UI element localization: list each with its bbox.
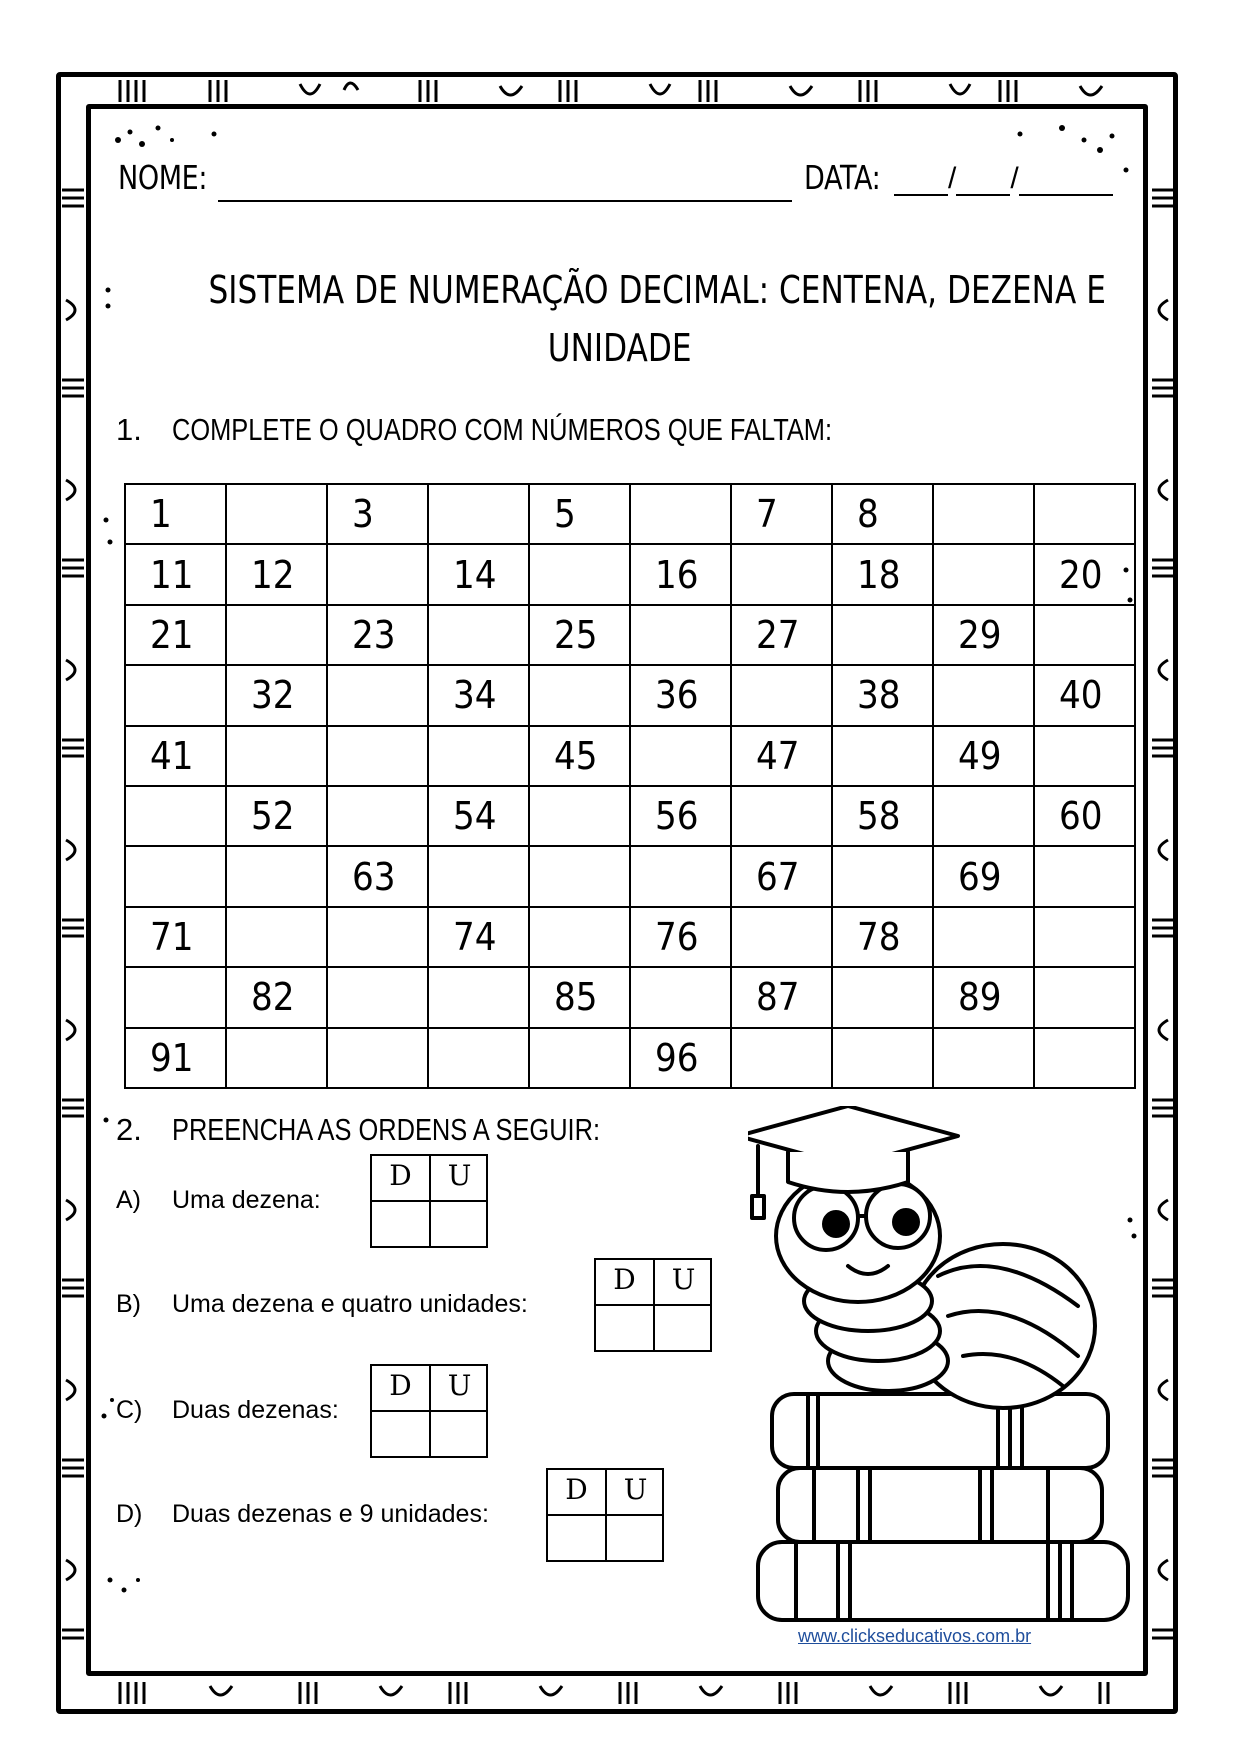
grid-cell: 25	[529, 605, 630, 665]
grid-cell: 23	[327, 605, 428, 665]
grid-cell-blank[interactable]	[226, 605, 327, 665]
grid-cell: 76	[630, 907, 731, 967]
graduation-worm-on-books-icon	[748, 1106, 1143, 1626]
date-separator: /	[948, 162, 957, 195]
grid-cell-blank[interactable]	[731, 665, 832, 725]
grid-cell: 18	[832, 544, 933, 604]
grid-cell: 47	[731, 726, 832, 786]
grid-cell-blank[interactable]	[630, 967, 731, 1027]
grid-cell-blank[interactable]	[327, 907, 428, 967]
grid-cell-blank[interactable]	[1034, 484, 1135, 544]
grid-cell: 85	[529, 967, 630, 1027]
grid-cell-blank[interactable]	[832, 726, 933, 786]
grid-cell-blank[interactable]	[1034, 846, 1135, 906]
grid-cell: 41	[125, 726, 226, 786]
grid-cell-blank[interactable]	[933, 786, 1034, 846]
grid-cell-blank[interactable]	[832, 846, 933, 906]
grid-cell-blank[interactable]	[731, 786, 832, 846]
grid-cell: 1	[125, 484, 226, 544]
grid-cell: 58	[832, 786, 933, 846]
page-title-line-1: SISTEMA DE NUMERAÇÃO DECIMAL: CENTENA, DEZENA E	[208, 268, 1106, 312]
date-field[interactable]	[894, 160, 1113, 196]
grid-cell-blank[interactable]	[125, 786, 226, 846]
u-label: U	[623, 1473, 648, 1506]
grid-cell-blank[interactable]	[428, 605, 529, 665]
du-box-b[interactable]	[594, 1258, 712, 1352]
grid-cell-blank[interactable]	[226, 484, 327, 544]
grid-cell: 74	[428, 907, 529, 967]
du-box-a[interactable]	[370, 1154, 488, 1248]
u-label: U	[671, 1263, 696, 1296]
grid-cell: 96	[630, 1028, 731, 1088]
item-c: C) Duas dezenas:	[116, 1396, 339, 1424]
grid-cell-blank[interactable]	[832, 1028, 933, 1088]
u-label: U	[447, 1369, 472, 1402]
grid-row	[125, 665, 1135, 725]
grid-cell: 8	[832, 484, 933, 544]
grid-cell-blank[interactable]	[428, 846, 529, 906]
grid-cell-blank[interactable]	[125, 665, 226, 725]
grid-cell: 60	[1034, 786, 1135, 846]
grid-cell-blank[interactable]	[327, 665, 428, 725]
number-grid	[124, 483, 1136, 1089]
grid-cell-blank[interactable]	[327, 786, 428, 846]
u-label: U	[447, 1159, 472, 1192]
du-box-c[interactable]	[370, 1364, 488, 1458]
grid-row	[125, 605, 1135, 665]
grid-cell: 14	[428, 544, 529, 604]
grid-cell-blank[interactable]	[428, 1028, 529, 1088]
grid-cell-blank[interactable]	[226, 907, 327, 967]
name-label: NOME:	[118, 158, 208, 197]
website-link[interactable]: www.clickseducativos.com.br	[798, 1626, 1032, 1646]
grid-cell: 36	[630, 665, 731, 725]
grid-cell-blank[interactable]	[1034, 605, 1135, 665]
d-label: D	[389, 1159, 412, 1192]
grid-cell: 67	[731, 846, 832, 906]
grid-cell-blank[interactable]	[327, 1028, 428, 1088]
d-label: D	[389, 1369, 412, 1402]
question-1-label: 1. COMPLETE O QUADRO COM NÚMEROS QUE FALTAM:	[116, 412, 833, 447]
grid-cell: 89	[933, 967, 1034, 1027]
grid-cell-blank[interactable]	[1034, 967, 1135, 1027]
grid-cell-blank[interactable]	[933, 544, 1034, 604]
date-label: DATA:	[804, 158, 881, 197]
item-d: D) Duas dezenas e 9 unidades:	[116, 1500, 489, 1528]
grid-cell: 63	[327, 846, 428, 906]
grid-row	[125, 907, 1135, 967]
grid-cell-blank[interactable]	[428, 484, 529, 544]
grid-cell-blank[interactable]	[327, 726, 428, 786]
item-a: A) Uma dezena:	[116, 1186, 321, 1214]
grid-cell: 49	[933, 726, 1034, 786]
grid-cell-blank[interactable]	[428, 726, 529, 786]
grid-cell-blank[interactable]	[832, 605, 933, 665]
grid-cell: 56	[630, 786, 731, 846]
grid-row	[125, 1028, 1135, 1088]
grid-cell-blank[interactable]	[327, 544, 428, 604]
du-box-d[interactable]	[546, 1468, 664, 1562]
grid-cell-blank[interactable]	[529, 846, 630, 906]
d-label: D	[613, 1263, 636, 1296]
grid-cell-blank[interactable]	[731, 544, 832, 604]
name-field[interactable]	[218, 200, 792, 202]
grid-cell-blank[interactable]	[1034, 1028, 1135, 1088]
grid-cell: 12	[226, 544, 327, 604]
grid-cell-blank[interactable]	[327, 967, 428, 1027]
grid-cell: 11	[125, 544, 226, 604]
grid-cell-blank[interactable]	[630, 484, 731, 544]
grid-cell-blank[interactable]	[1034, 907, 1135, 967]
grid-cell-blank[interactable]	[933, 1028, 1034, 1088]
grid-cell-blank[interactable]	[529, 786, 630, 846]
grid-cell-blank[interactable]	[125, 967, 226, 1027]
grid-row	[125, 484, 1135, 544]
grid-cell-blank[interactable]	[731, 907, 832, 967]
grid-cell: 87	[731, 967, 832, 1027]
grid-cell: 29	[933, 605, 1034, 665]
item-b: B) Uma dezena e quatro unidades:	[116, 1290, 528, 1318]
grid-row	[125, 726, 1135, 786]
grid-cell: 82	[226, 967, 327, 1027]
grid-cell: 27	[731, 605, 832, 665]
grid-cell: 3	[327, 484, 428, 544]
grid-cell-blank[interactable]	[529, 1028, 630, 1088]
grid-cell: 45	[529, 726, 630, 786]
grid-cell: 69	[933, 846, 1034, 906]
question-2-label: 2. PREENCHA AS ORDENS A SEGUIR:	[116, 1112, 601, 1147]
grid-cell-blank[interactable]	[226, 846, 327, 906]
date-separator: /	[1010, 162, 1019, 195]
grid-cell-blank[interactable]	[125, 846, 226, 906]
grid-cell-blank[interactable]	[933, 484, 1034, 544]
grid-cell-blank[interactable]	[226, 1028, 327, 1088]
grid-cell: 54	[428, 786, 529, 846]
grid-cell-blank[interactable]	[933, 907, 1034, 967]
grid-cell: 32	[226, 665, 327, 725]
grid-cell: 7	[731, 484, 832, 544]
grid-cell-blank[interactable]	[1034, 726, 1135, 786]
grid-cell-blank[interactable]	[731, 1028, 832, 1088]
d-label: D	[565, 1473, 588, 1506]
grid-row	[125, 967, 1135, 1027]
grid-cell-blank[interactable]	[933, 665, 1034, 725]
grid-cell-blank[interactable]	[529, 665, 630, 725]
grid-cell-blank[interactable]	[529, 907, 630, 967]
grid-row	[125, 846, 1135, 906]
grid-cell: 91	[125, 1028, 226, 1088]
grid-cell: 78	[832, 907, 933, 967]
grid-cell: 40	[1034, 665, 1135, 725]
grid-cell-blank[interactable]	[630, 846, 731, 906]
grid-cell-blank[interactable]	[630, 605, 731, 665]
grid-cell-blank[interactable]	[226, 726, 327, 786]
grid-cell: 38	[832, 665, 933, 725]
grid-cell-blank[interactable]	[428, 967, 529, 1027]
grid-row	[125, 786, 1135, 846]
grid-cell: 5	[529, 484, 630, 544]
grid-cell: 20	[1034, 544, 1135, 604]
grid-row	[125, 544, 1135, 604]
grid-cell: 16	[630, 544, 731, 604]
grid-cell: 34	[428, 665, 529, 725]
grid-cell: 71	[125, 907, 226, 967]
grid-cell-blank[interactable]	[832, 967, 933, 1027]
grid-cell-blank[interactable]	[630, 726, 731, 786]
grid-cell: 52	[226, 786, 327, 846]
page-title-line-2: UNIDADE	[548, 326, 692, 370]
grid-cell-blank[interactable]	[529, 544, 630, 604]
grid-cell: 21	[125, 605, 226, 665]
